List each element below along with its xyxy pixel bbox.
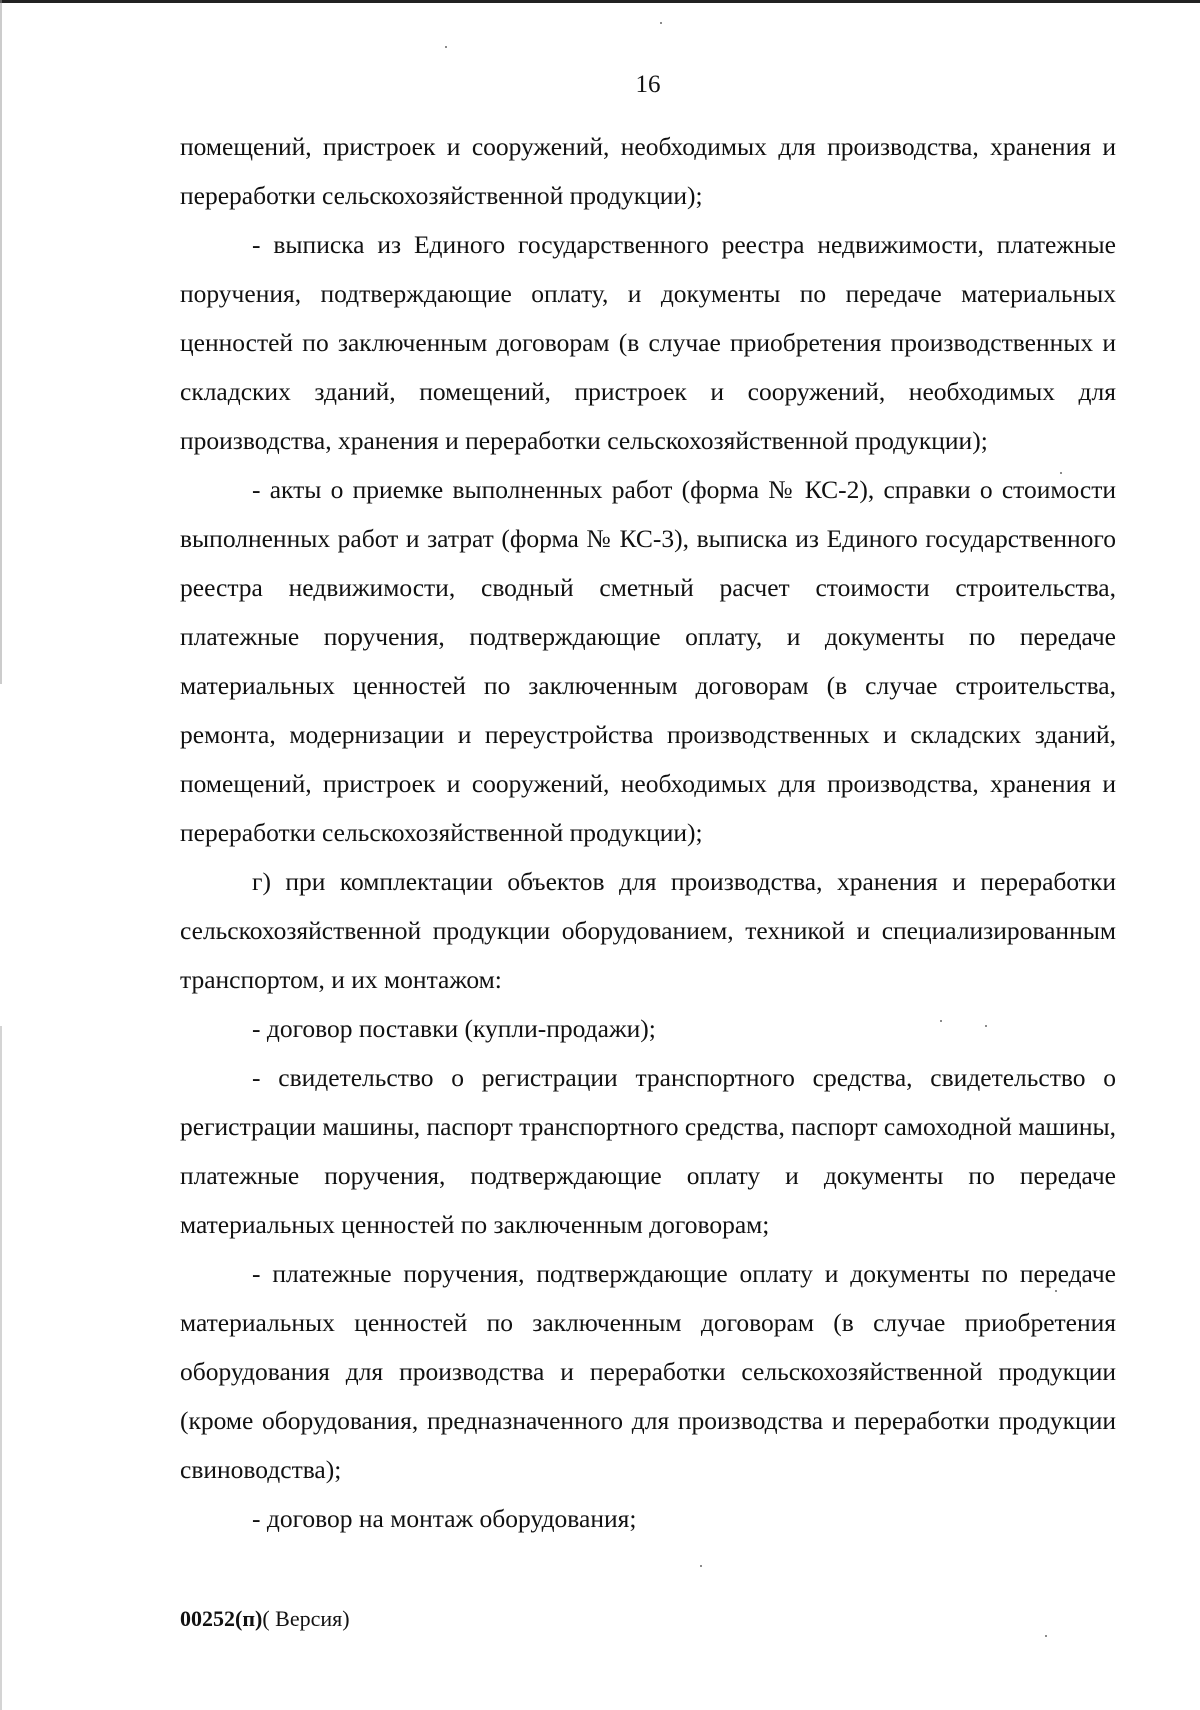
scan-speck <box>985 1025 987 1027</box>
document-code: 00252(п) <box>180 1606 263 1631</box>
scan-speck <box>445 46 447 48</box>
document-version: ( Версия) <box>262 1606 350 1631</box>
scan-speck <box>1060 472 1062 474</box>
top-border-line <box>0 0 1200 3</box>
paragraph-acceptance-acts: - акты о приемке выполненных работ (форма № КС-2), справки о стоимости выполненных работ и затрат (форма № КС-3), выписка из Единого государственного реестра недвижимости, сводный сметный расчет стоимости строительства, платежные поручения, подтверждающие оплату, и документы по передаче материальных ценностей по заключенным договорам (в случае строительства, ремонта, модернизации и переустройства производственных и складских зданий, помещений, пристроек и сооружений, необходимых для производства, хранения и переработки сельскохозяйственной продукции); <box>180 475 1116 847</box>
page-number: 16 <box>635 71 661 98</box>
scan-speck <box>1055 1290 1057 1292</box>
paragraph-continuation: помещений, пристроек и сооружений, необходимых для производства, хранения и переработки сельскохозяйственной продукции); <box>180 132 1116 210</box>
scan-speck <box>1045 1635 1047 1637</box>
document-footer <box>180 1605 350 1633</box>
scan-speck <box>660 22 662 24</box>
paragraph-payment-orders: - платежные поручения, подтверждающие оплату и документы по передаче материальных ценностей по заключенным договорам (в случае приобретения оборудования для производства и переработки сельскохозяйственной продукции (кроме оборудования, предназначенного для производства и переработки продукции свиноводства); <box>180 1259 1116 1484</box>
document-body <box>180 122 1116 1543</box>
paragraph-equipment-heading: г) при комплектации объектов для производства, хранения и переработки сельскохозяйственной продукции оборудованием, техникой и специализированным транспортом, и их монтажом: <box>180 867 1116 994</box>
paragraph-vehicle-registration: - свидетельство о регистрации транспортного средства, свидетельство о регистрации машины, паспорт транспортного средства, паспорт самоходной машины, платежные поручения, подтверждающие оплату и документы по передаче материальных ценностей по заключенным договорам; <box>180 1063 1116 1239</box>
scan-speck <box>940 1020 942 1022</box>
paragraph-installation-contract: - договор на монтаж оборудования; <box>252 1504 637 1533</box>
paragraph-supply-contract: - договор поставки (купли-продажи); <box>252 1014 656 1043</box>
left-scan-edge <box>0 0 2 1710</box>
scan-speck <box>700 1565 702 1567</box>
paragraph-egrn-extract: - выписка из Единого государственного реестра недвижимости, платежные поручения, подтверждающие оплату, и документы по передаче материальных ценностей по заключенным договорам (в случае приобретения производственных и складских зданий, помещений, пристроек и сооружений, необходимых для производства, хранения и переработки сельскохозяйственной продукции); <box>180 230 1116 455</box>
